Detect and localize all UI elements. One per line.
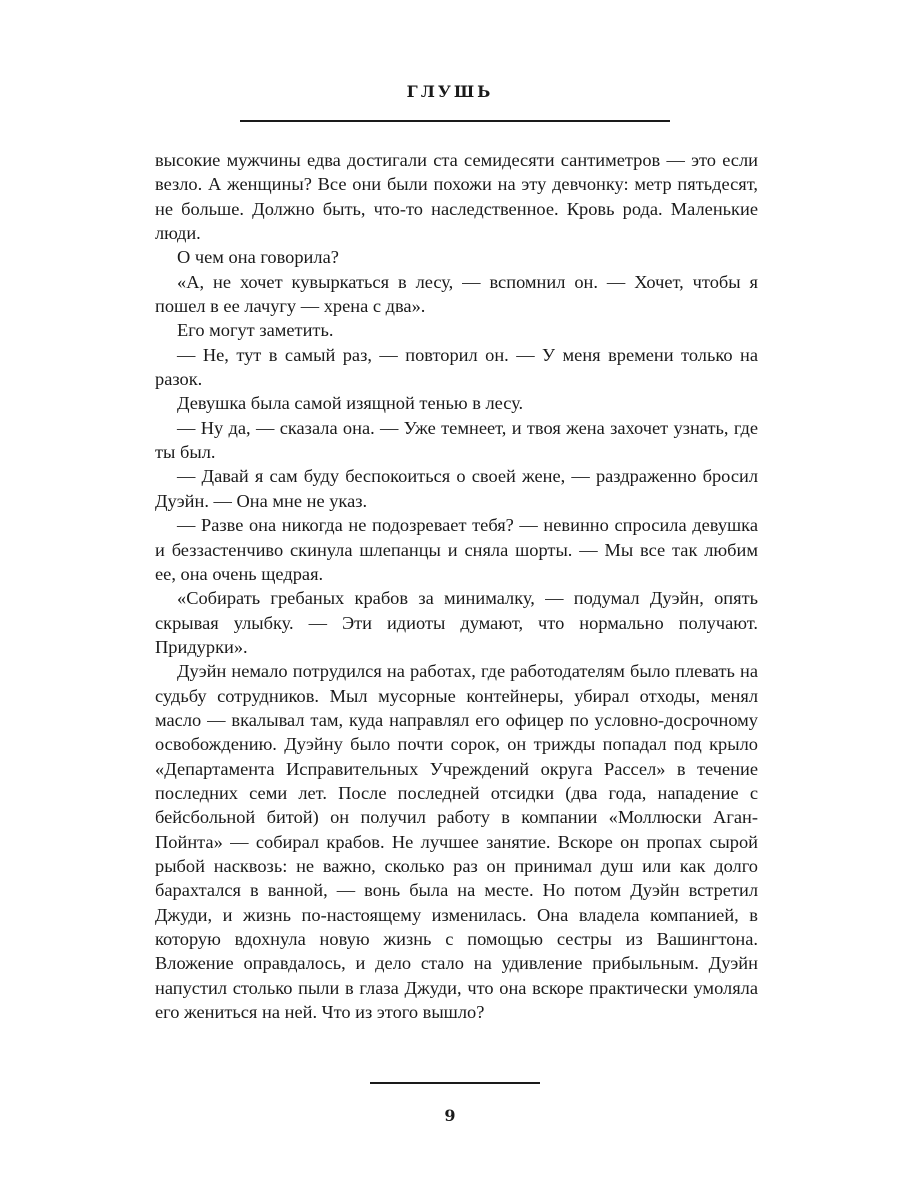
paragraph: Дуэйн немало потрудился на работах, где работодателям было плевать на судьбу сотрудников. Мыл мусорные контейнеры, убирал отходы, менял масло — вкалывал там, куда направлял его офицер по условно-досрочному освобождению. Дуэйну было почти сорок, он трижды попадал под крыло «Департамента Исправительных Учреждений округа Рассел» в течение последних семи лет. После последней отсидки (два года, нападение с бейсбольной битой) он получил работу в компании «Моллюски Аган-Пойнта» — собирал крабов. Не лучшее занятие. Вскоре он пропах сырой рыбой насквозь: не важно, сколько раз он принимал душ или как долго барахтался в ванной, — вонь была на месте. Но потом Дуэйн встретил Джуди, и жизнь по-настоящему изменилась. Она владела компанией, в которую вдохнула новую жизнь с помощью сестры из Вашингтона. Вложение оправдалось, и дело стало на удивление прибыльным. Дуэйн напустил столько пыли в глаза Джуди, что она вскоре практически умоляла его жениться на ней. Что из этого вышло? xyxy=(155,661,758,1023)
body-text xyxy=(155,148,758,1024)
paragraph: «Собирать гребаных крабов за минималку, — подумал Дуэйн, опять скрывая улыбку. — Эти идиоты думают, что нормально получают. Придурки». xyxy=(155,588,758,657)
paragraph: — Разве она никогда не подозревает тебя? — невинно спросила девушка и беззастенчиво скинула шлепанцы и сняла шорты. — Мы все так любим ее, она очень щедрая. xyxy=(155,515,758,584)
running-title: ГЛУШЬ xyxy=(406,82,494,101)
footer-rule xyxy=(370,1082,540,1084)
paragraph: — Не, тут в самый раз, — повторил он. — У меня времени только на разок. xyxy=(155,344,758,390)
paragraph: высокие мужчины едва достигали ста семидесяти сантиметров — это если везло. А женщины? Все они были похожи на эту девчонку: метр пятьдесят, не больше. Должно быть, что-то наследственное. Кровь рода. Маленькие люди. xyxy=(155,150,758,244)
paragraph: О чем она говорила? xyxy=(177,247,339,268)
paragraph: — Давай я сам буду беспокоиться о своей жене, — раздраженно бросил Дуэйн. — Она мне не указ. xyxy=(155,466,758,511)
paragraph: — Ну да, — сказала она. — Уже темнеет, и твоя жена захочет узнать, где ты был. xyxy=(155,417,758,463)
paragraph: «А, не хочет кувыркаться в лесу, — вспомнил он. — Хочет, чтобы я пошел в ее лачугу — хрена с два». xyxy=(155,271,758,317)
paragraph: Его могут заметить. xyxy=(177,320,334,341)
header-rule xyxy=(240,120,670,122)
paragraph: Девушка была самой изящной тенью в лесу. xyxy=(177,393,524,414)
page-number: 9 xyxy=(444,1106,456,1125)
